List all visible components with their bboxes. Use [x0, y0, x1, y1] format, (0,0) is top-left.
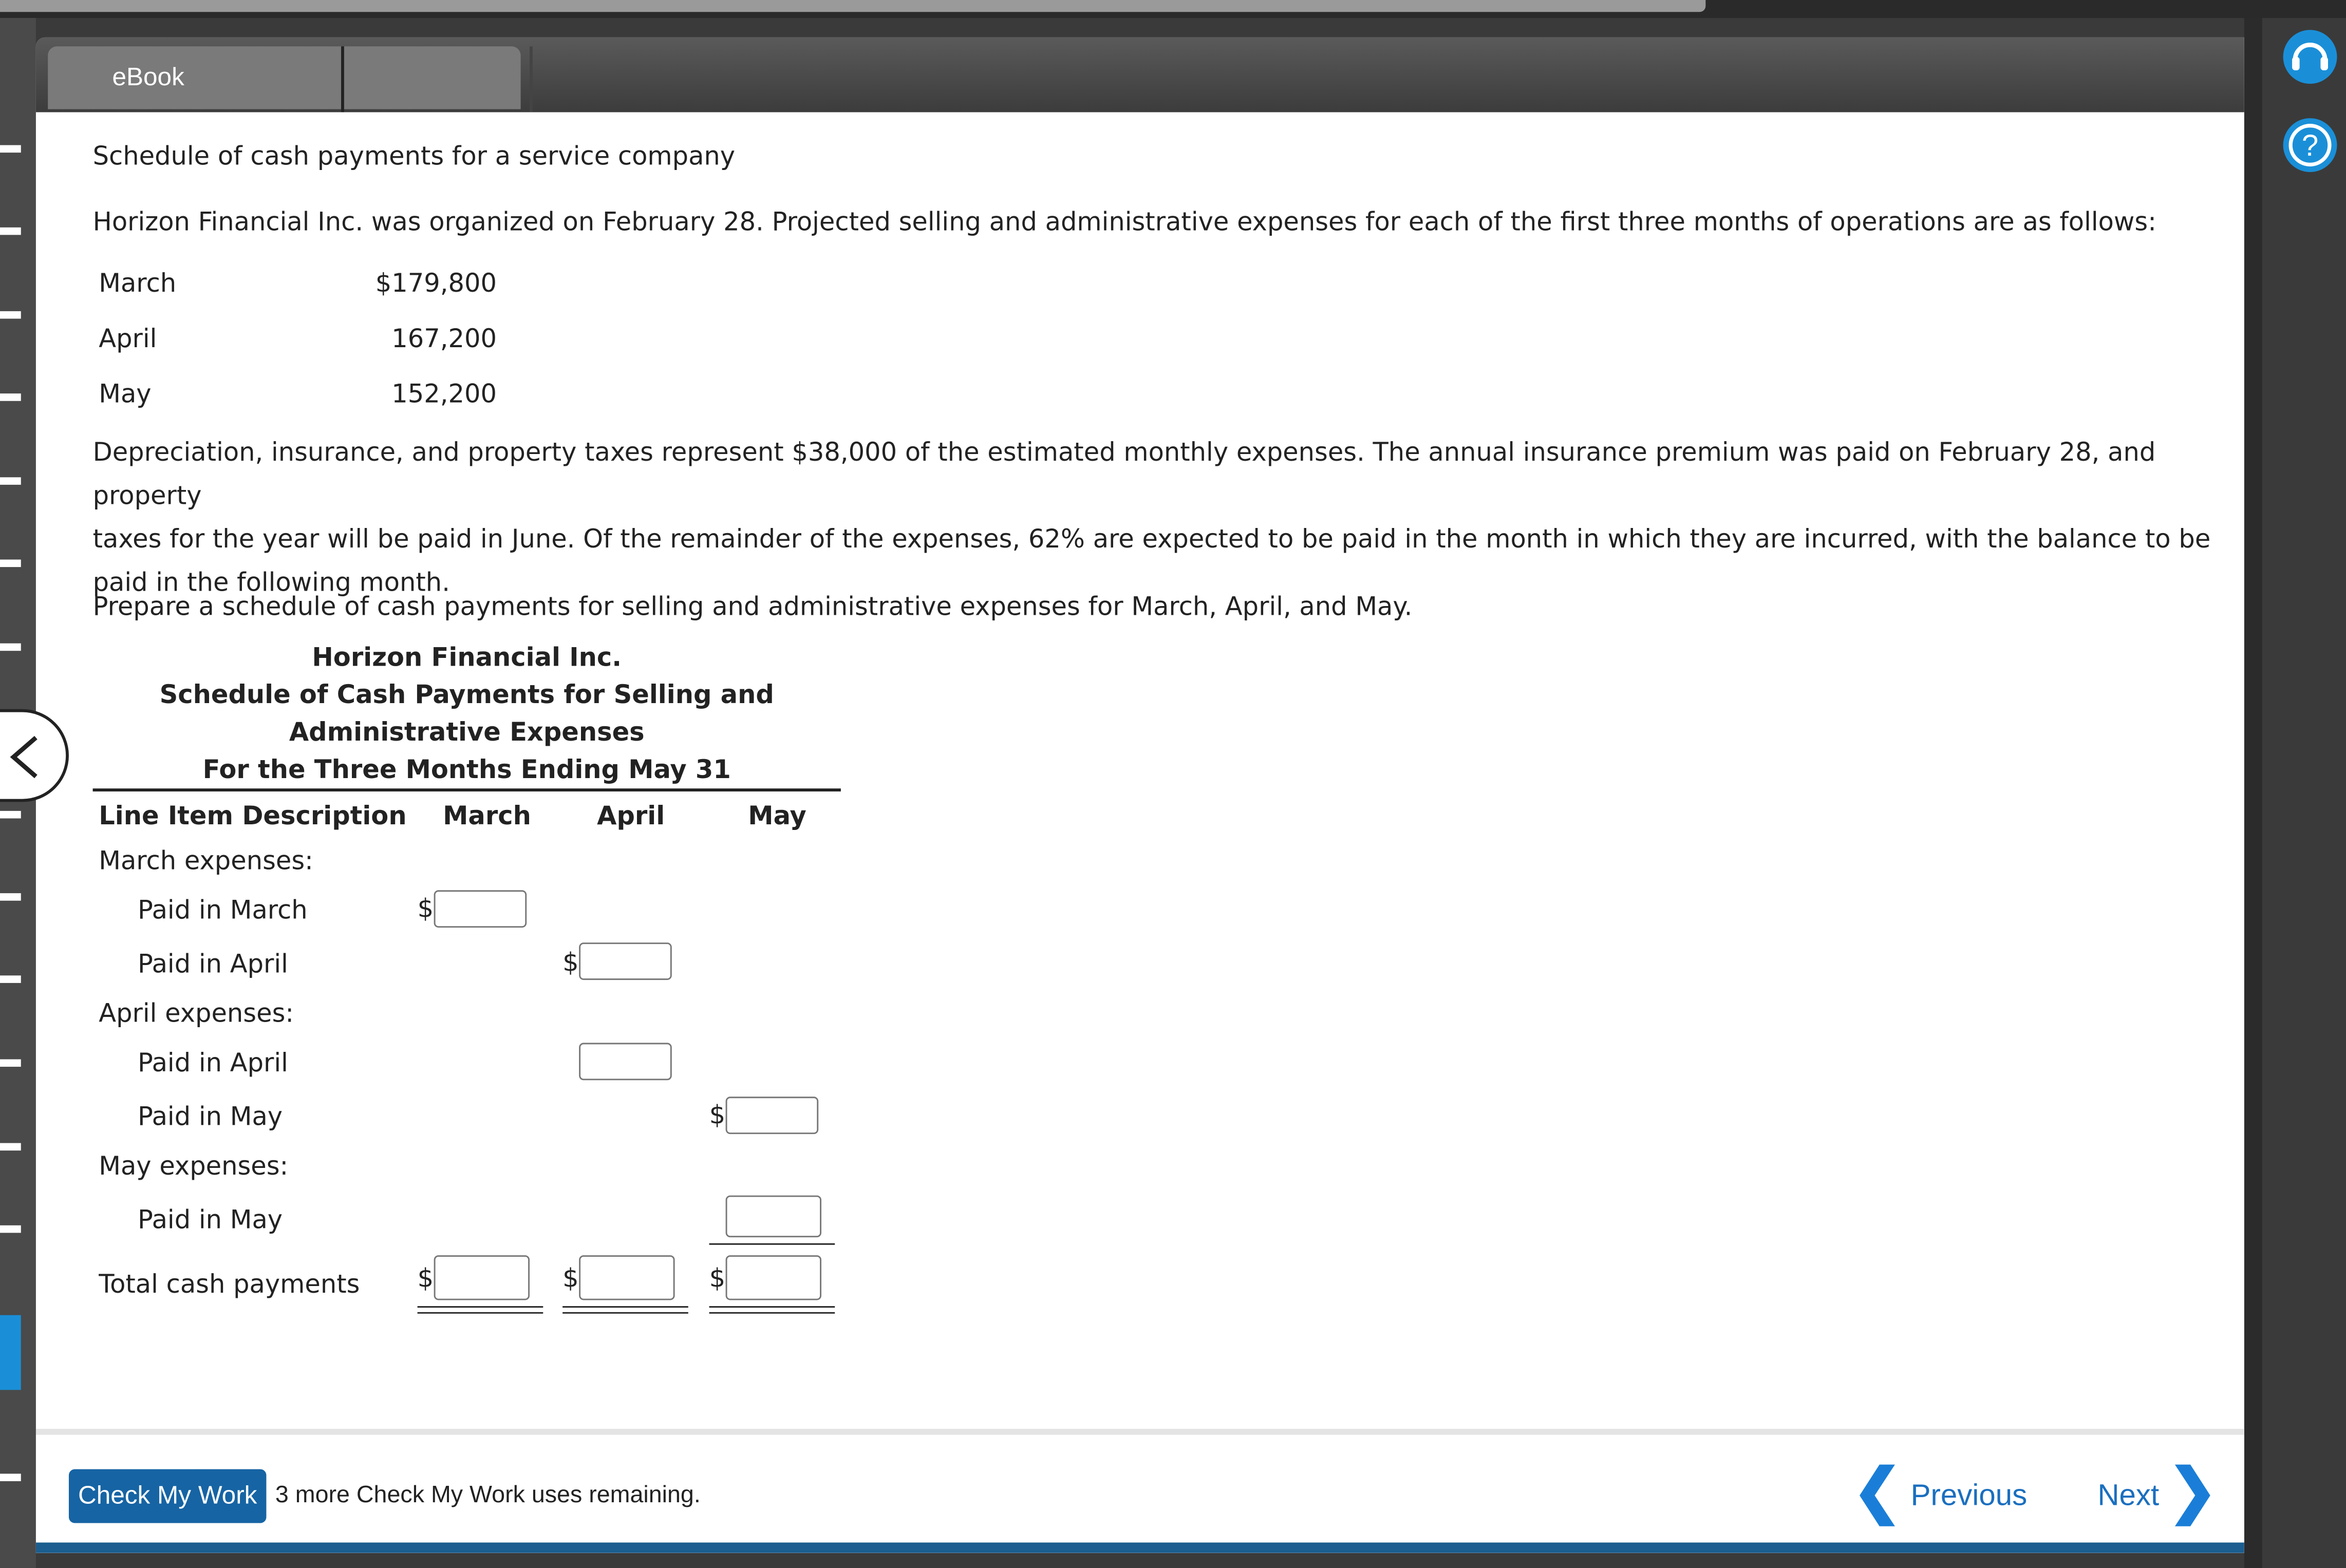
schedule-title-cont: Administrative Expenses [289, 718, 645, 748]
svg-text:?: ? [2301, 128, 2319, 162]
row-may-expenses: May expenses: [99, 1152, 289, 1182]
current-question-marker [0, 1315, 21, 1390]
currency-symbol: $ [562, 1264, 579, 1294]
footer-accent [36, 1542, 2244, 1553]
help-icon[interactable] [2283, 118, 2337, 172]
instruction-text: Prepare a schedule of cash payments for selling and administrative expenses for March, April, and May. [92, 592, 1413, 622]
total-double-rule [418, 1306, 543, 1314]
april-paid-in-may-input[interactable] [726, 1097, 819, 1134]
tab-ebook[interactable]: eBook [48, 46, 341, 109]
problem-intro: Horizon Financial Inc. was organized on February 28. Projected selling and administrative expenses for each of the first three months of operations are as follows: [92, 207, 2156, 238]
window-top-strip [0, 0, 2346, 18]
subtotal-rule [709, 1243, 835, 1245]
right-toolbar [2244, 18, 2346, 1568]
expense-month: April [99, 325, 157, 355]
total-double-rule [709, 1306, 835, 1314]
total-may-input[interactable] [726, 1255, 821, 1300]
expense-amount: 167,200 [391, 325, 497, 355]
row-label: Paid in May [137, 1205, 283, 1236]
currency-symbol: $ [417, 895, 434, 925]
schedule-company: Horizon Financial Inc. [312, 643, 622, 673]
currency-symbol: $ [562, 948, 579, 979]
problem-details: Depreciation, insurance, and property taxes represent $38,000 of the estimated monthly expenses. The annual insurance premium was paid on February 28, and property taxes for the year will be paid in June. Of the remainder of the expenses, 62% are expected to be paid in the month in which they are incurred, with the balance to be paid in the following month. [92, 438, 2211, 599]
expense-amount: $179,800 [375, 269, 497, 299]
expense-month: March [99, 269, 177, 299]
col-header-april: April [597, 802, 665, 832]
check-my-work-button[interactable]: Check My Work [69, 1469, 266, 1523]
row-total: Total cash payments [99, 1270, 360, 1300]
col-header-may: May [748, 802, 806, 832]
question-panel [36, 37, 2244, 1553]
row-label: Paid in March [137, 896, 308, 927]
previous-button[interactable]: ❮ Previous [1852, 1459, 2028, 1525]
april-paid-in-april-input[interactable] [579, 1043, 672, 1080]
problem-title: Schedule of cash payments for a service company [92, 142, 736, 173]
expense-month: May [99, 380, 152, 410]
headset-icon[interactable] [2283, 30, 2337, 84]
chevron-left-icon [6, 733, 42, 781]
total-double-rule [562, 1306, 688, 1314]
currency-symbol: $ [709, 1101, 726, 1131]
total-april-input[interactable] [579, 1255, 674, 1300]
attempts-remaining: 3 more Check My Work uses remaining. [275, 1482, 701, 1508]
row-march-expenses: March expenses: [99, 846, 313, 877]
row-april-expenses: April expenses: [99, 999, 294, 1030]
next-button[interactable]: Next ❯ [2097, 1459, 2218, 1525]
question-content [36, 112, 2244, 1429]
chevron-left-icon: ❮ [1852, 1459, 1903, 1525]
col-header-description: Line Item Description [99, 802, 407, 832]
row-label: Paid in April [137, 950, 288, 980]
col-header-march: March [443, 802, 531, 832]
march-paid-in-march-input[interactable] [434, 890, 527, 928]
expense-amount: 152,200 [391, 380, 497, 410]
heading-rule [93, 788, 841, 791]
schedule-period: For the Three Months Ending May 31 [202, 755, 731, 786]
schedule-title: Schedule of Cash Payments for Selling and [159, 681, 774, 711]
currency-symbol: $ [709, 1264, 726, 1294]
tab-secondary[interactable] [344, 46, 521, 109]
march-paid-in-april-input[interactable] [579, 942, 672, 980]
may-paid-in-may-input[interactable] [726, 1196, 821, 1238]
chevron-right-icon: ❯ [2167, 1459, 2218, 1525]
currency-symbol: $ [417, 1264, 434, 1294]
total-march-input[interactable] [434, 1255, 530, 1300]
row-label: Paid in May [137, 1102, 283, 1133]
tab-bar [36, 37, 2244, 112]
row-label: Paid in April [137, 1049, 288, 1079]
